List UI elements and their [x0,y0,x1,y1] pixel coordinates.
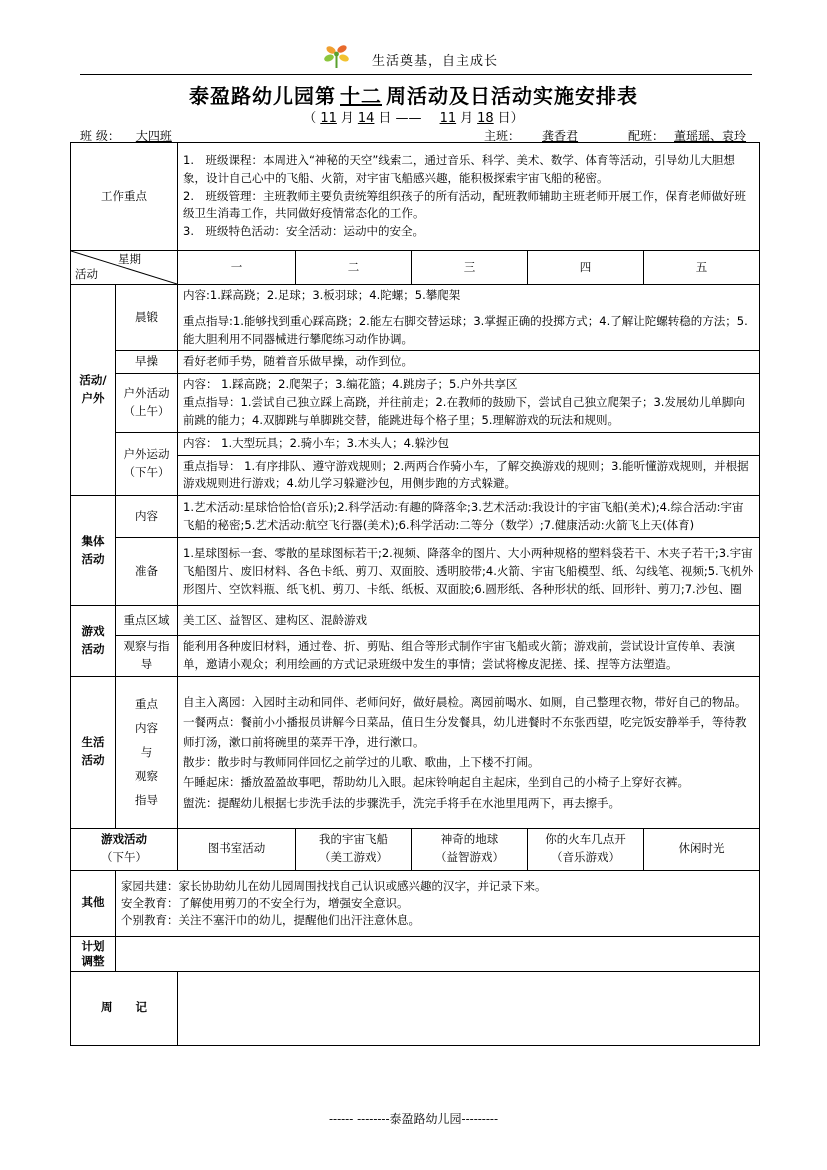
game-observe: 能利用各种废旧材料，通过卷、折、剪贴、组合等形式制作宇宙飞船或火箭；游戏前，尝试设计宣传单、表演单，邀请小观众；利用绘画的方式记录班级中发生的事情；尝试将橡皮泥搓、揉、捏等方法塑造。 [178,636,760,677]
work-focus-item: 2. 班级管理：主班教师主要负责统筹组织孩子的所有活动，配班教师辅助主班老师开展工作，保育老师做好班级卫生消毒工作，共同做好疫情常态化的工作。 [183,188,746,221]
others-item: 安全教育：了解使用剪刀的不安全行为，增强安全意识。 [121,895,409,910]
life-sub-label-line: 观察 [135,769,158,784]
weekday-tue: 二 [296,251,412,285]
morning-drill-label: 早操 [116,351,178,374]
lead-label: 主班： [484,129,521,143]
game-type: （美工游戏） [319,850,388,865]
start-month: 11 [320,111,337,126]
morning-drill-row [71,351,760,374]
weekday-corner-cell [71,251,178,285]
am-outdoor-focus: 重点指导：1.尝试自己独立踩上高跷，并往前走；2.在教师的鼓励下，尝试自己独立爬架子；3.发展幼儿单脚向前跳的能力；4.双脚跳与单脚跳交替，能跳进每个格子里；5.理解游戏的玩法和规则。 [183,395,745,427]
pm-outdoor-label: 户外运动（下午） [116,432,178,495]
weekday-header-row [71,251,760,285]
others-row [71,870,760,936]
others-content [116,870,760,936]
outdoor-label [71,285,116,496]
corner-weekday-label: 星期 [118,252,141,266]
afternoon-game-mon [178,828,296,870]
morning-exercise-items: 内容:1.踩高跷；2.足球；3.板羽球；4.陀螺；5.攀爬架 [183,288,461,302]
group-content: 1.艺术活动:星球恰恰恰(音乐);2.科学活动:有趣的降落伞;3.艺术活动:我设计的宇宙飞船(美术);4.综合活动:宇宙飞船的秘密;5.艺术活动:航空飞行器(美术);6.科学活动:二等分（数学）;7.健康活动:火箭飞上天(体育) [178,496,760,538]
class-value: 大四班 [135,129,172,143]
plan-adjust-content [116,936,760,971]
title-week: 十二 [340,84,382,108]
game-areas: 美工区、益智区、建构区、混龄游戏 [178,606,760,636]
afternoon-game-tue [296,828,412,870]
life-sub-label-line: 指导 [135,793,158,808]
work-focus-item: 3. 班级特色活动：安全活动：运动中的安全。 [183,224,424,239]
lead-value: 龚香君 [542,129,579,143]
am-outdoor-row [71,374,760,432]
month-char-2: 月 [460,111,474,126]
outdoor-label-text: 活动/户外 [79,373,107,406]
morning-exercise-focus: 重点指导:1.能够找到重心踩高跷；2.能左右脚交替运球；3.掌握正确的投掷方式；4.了解让陀螺转稳的方法；5.能大胆利用不同器械进行攀爬练习动作协调。 [183,313,748,346]
others-label: 其他 [71,870,116,936]
others-item: 个别教育：关注不塞汗巾的幼儿，提醒他们出汗注意休息。 [121,912,420,927]
weekday-wed: 三 [412,251,528,285]
am-outdoor-content [178,374,760,432]
life-sub-label-line: 与 [140,745,153,760]
weekday-mon: 一 [178,251,296,285]
work-focus-row [71,143,760,251]
morning-exercise-label: 晨锻 [116,285,178,351]
others-item: 家园共建：家长协助幼儿在幼儿园周围找找自己认识或感兴趣的汉字，并记录下来。 [121,879,547,894]
life-item: 散步：散步时与教师同伴回忆之前学过的儿歌、歌曲，上下楼不打闹。 [183,755,540,770]
day-char-1: 日 —— [378,111,422,126]
life-sub-label [116,676,178,828]
afternoon-game-fri [644,828,760,870]
work-focus-label: 工作重点 [71,143,178,251]
afternoon-games-row [71,828,760,870]
weekday-fri: 五 [644,251,760,285]
title-suffix: 周活动及日活动实施安排表 [386,84,638,108]
group-prep: 1.星球图标一套、零散的星球图标若干;2.视频、降落伞的图片、大小两种规格的塑料袋若干、木夹子若干;3.宇宙飞船图片、废旧材料、各色卡纸、剪刀、双面胶、透明胶带;4.火箭、宇宙飞船模型、纸、勾线笔、视频;5.飞机外形图片、空饮料瓶、纸飞机、剪刀、卡纸、纸板、双面胶;6.圆形纸、各种形状的纸、回形针、剪刀;7.沙包、圈 [178,538,760,606]
game-type: （益智游戏） [435,850,504,865]
end-day: 18 [477,111,494,126]
afternoon-game-wed [412,828,528,870]
game-name: 图书室活动 [207,841,266,856]
afternoon-games-title: 游戏活动 [101,832,147,847]
afternoon-games-label [71,828,178,870]
game-area-label: 重点区域 [116,606,178,636]
header-divider [80,74,752,75]
group-label: 集体活动 [71,496,116,606]
game-observe-row [71,636,760,677]
pm-outdoor-row [71,432,760,455]
page-footer: ------ --------泰盈路幼儿园--------- [328,1112,499,1126]
date-range [0,107,827,126]
life-item: 自主入离园：入园时主动和同伴、老师问好，做好晨检。离园前喝水、如厕，自己整理衣物，带好自己的物品。 [183,694,747,709]
group-content-label: 内容 [116,496,178,538]
weekly-note-row [71,971,760,1045]
life-sub-label-line: 内容 [135,721,158,736]
afternoon-games-subtitle: （下午） [101,850,147,865]
date-open: （ [303,111,317,126]
weekly-note-label: 周 记 [71,971,178,1045]
weekly-plan-table [70,142,760,1046]
game-name: 你的火车几点开 [545,832,626,847]
game-name: 神奇的地球 [440,832,499,847]
group-content-row [71,496,760,538]
afternoon-game-thu [528,828,644,870]
month-char-1: 月 [340,111,354,126]
motto: 生活奠基，自主成长 [372,54,499,69]
life-item: 一餐两点：餐前小小播报员讲解今日菜品，值日生分发餐具，幼儿进餐时不东张西望，吃完饭安静举手，等待教师打汤，漱口前将碗里的菜弄干净，进行漱口。 [183,715,747,750]
page-title [0,80,827,109]
pm-outdoor-focus: 重点指导： 1.有序排队、遵守游戏规则；2.两两合作骑小车，了解交换游戏的规则；3.能听懂游戏规则，并根据游戏规则进行游戏；4.幼儿学习躲避沙包，用侧步跑的方式躲避。 [178,455,760,496]
assist-value: 董瑶瑶、袁玲 [674,129,747,143]
assist-label: 配班： [628,129,665,143]
life-content [178,676,760,828]
game-observe-label: 观察与指导 [116,636,178,677]
work-focus-content [178,143,760,251]
am-outdoor-label: 户外活动（上午） [116,374,178,432]
start-day: 14 [357,111,375,126]
life-label: 生活活动 [71,676,116,828]
morning-drill-content: 看好老师手势，随着音乐做早操，动作到位。 [178,351,760,374]
end-month: 11 [439,111,457,126]
game-name: 我的宇宙飞船 [319,832,388,847]
day-char-2: 日） [497,111,524,126]
am-outdoor-items: 内容： 1.踩高跷；2.爬架子；3.编花篮；4.跳房子；5.户外共享区 [183,377,518,392]
weekly-note-content [178,971,760,1045]
life-item: 盥洗：提醒幼儿根据七步洗手法的步骤洗手，洗完手将手在水池里甩两下，再去擦手。 [183,795,620,810]
game-type: （音乐游戏） [551,850,620,865]
group-prep-row [71,538,760,606]
corner-activity-label: 活动 [75,267,98,282]
plan-adjust-label: 计划调整 [71,936,116,971]
class-label: 班 级： [80,129,120,143]
morning-exercise-row [71,285,760,351]
pm-outdoor-items: 内容： 1.大型玩具；2.骑小车；3.木头人；4.躲沙包 [178,432,760,455]
title-prefix: 泰盈路幼儿园第 [189,84,336,108]
group-prep-label: 准备 [116,538,178,606]
life-sub-label-line: 重点 [135,696,158,711]
life-row [71,676,760,828]
game-name: 休闲时光 [678,841,725,856]
weekday-thu: 四 [528,251,644,285]
life-item: 午睡起床：播放盈盈故事吧，帮助幼儿入眼。起床铃响起自主起床，坐到自己的小椅子上穿好衣裤。 [183,775,689,790]
plan-adjust-row [71,936,760,971]
game-area-row [71,606,760,636]
morning-exercise-content [178,285,760,351]
game-label: 游戏活动 [71,606,116,677]
work-focus-item: 1. 班级课程：本周进入“神秘的天空”线索二，通过音乐、科学、美术、数学、体育等活动，引导幼儿大胆想象，设计自己心中的飞船、火箭，对宇宙飞船感兴趣，能积极探索宇宙飞船的秘密。 [183,152,735,185]
kindergarten-logo-icon [320,44,354,70]
